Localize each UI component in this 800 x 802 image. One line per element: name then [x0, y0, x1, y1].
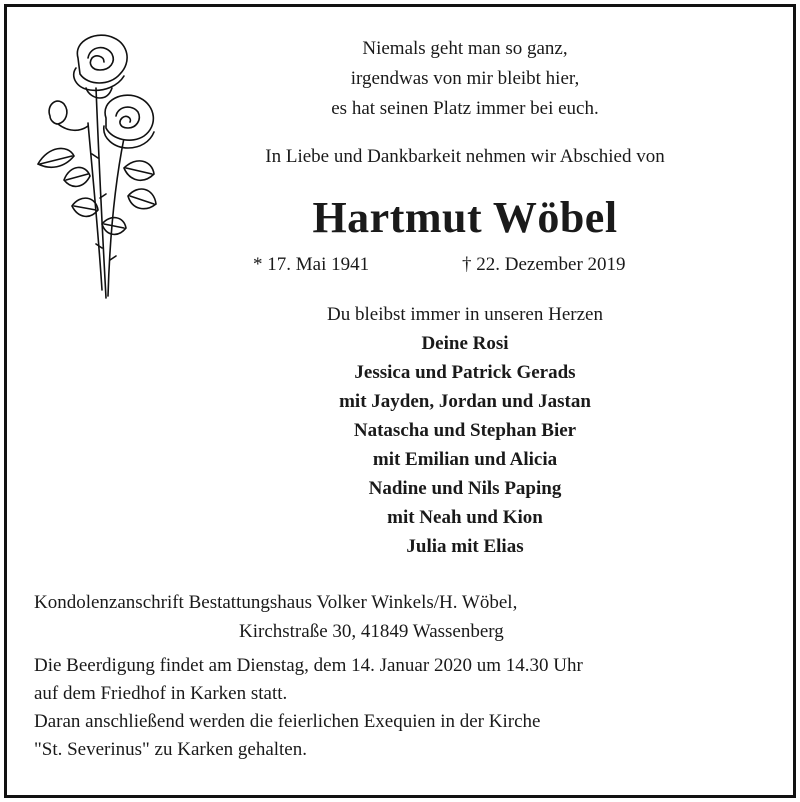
- birth-date: * 17. Mai 1941: [253, 254, 370, 275]
- deceased-name: Hartmut Wöbel: [312, 193, 618, 242]
- family-member: mit Jayden, Jordan und Jastan: [339, 391, 591, 412]
- funeral-info: [34, 652, 583, 764]
- rose-illustration: [28, 28, 168, 306]
- funeral-line: Die Beerdigung findet am Dienstag, dem 14. Januar 2020 um 14.30 Uhr: [34, 655, 583, 676]
- death-date: † 22. Dezember 2019: [462, 254, 626, 275]
- farewell-line: Du bleibst immer in unseren Herzen: [327, 304, 603, 325]
- condolence-line: Kirchstraße 30, 41849 Wassenberg: [239, 621, 504, 642]
- condolence-line: Kondolenzanschrift Bestattungshaus Volker Winkels/H. Wöbel,: [34, 592, 518, 613]
- family-member: Nadine und Nils Paping: [368, 478, 562, 499]
- poem: [180, 34, 750, 124]
- funeral-line: Daran anschließend werden die feierlichen Exequien in der Kirche: [34, 711, 541, 732]
- poem-line: Niemals geht man so ganz,: [362, 38, 568, 59]
- funeral-line: auf dem Friedhof in Karken statt.: [34, 683, 288, 704]
- intro-line: In Liebe und Dankbarkeit nehmen wir Abschied von: [265, 146, 665, 167]
- family-member: Julia mit Elias: [406, 536, 524, 557]
- funeral-line: "St. Severinus" zu Karken gehalten.: [34, 739, 307, 760]
- family-member: mit Neah und Kion: [387, 507, 543, 528]
- family-member: Jessica und Patrick Gerads: [354, 362, 576, 383]
- family-member: Natascha und Stephan Bier: [353, 420, 577, 441]
- family-member: mit Emilian und Alicia: [372, 449, 558, 470]
- poem-line: irgendwas von mir bleibt hier,: [350, 68, 580, 89]
- poem-line: es hat seinen Platz immer bei euch.: [331, 98, 599, 119]
- condolence-address: [34, 588, 517, 646]
- family-member: Deine Rosi: [421, 333, 509, 354]
- family-list: [180, 300, 750, 561]
